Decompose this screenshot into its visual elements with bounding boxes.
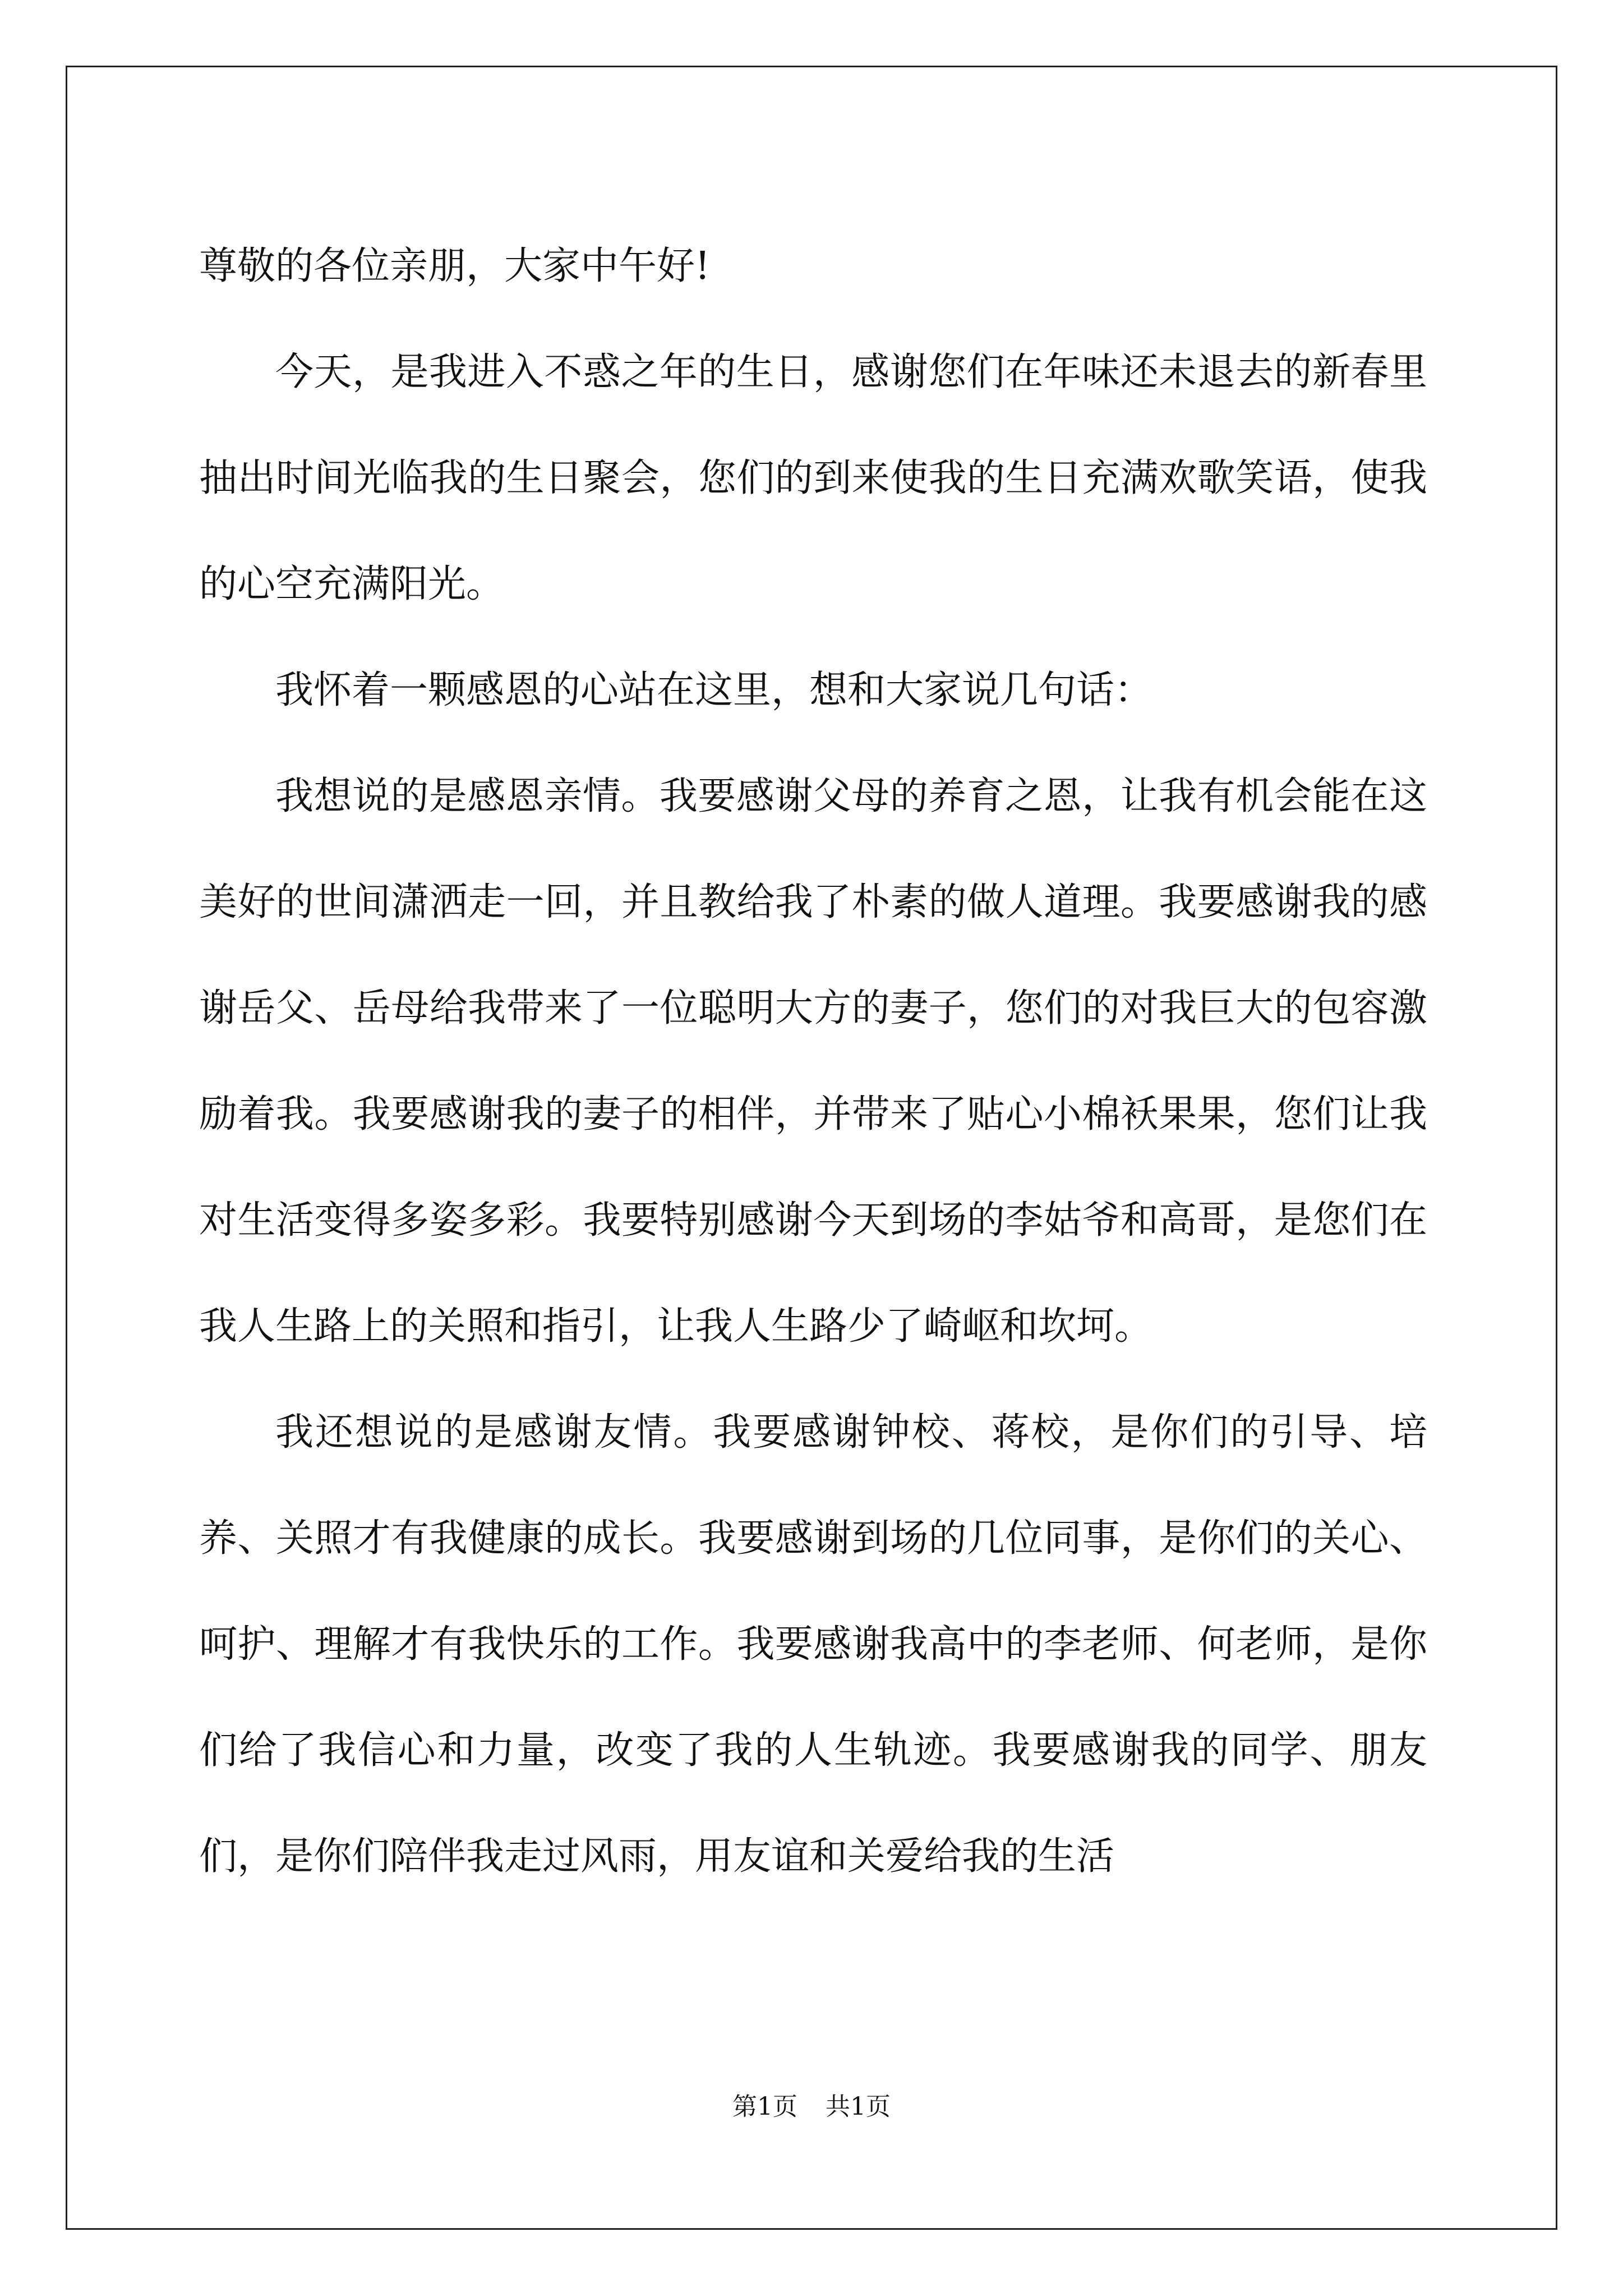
paragraph-gratitude-intro: 我怀着一颗感恩的心站在这里，想和大家说几句话： bbox=[275, 668, 1153, 712]
greeting-paragraph: 尊敬的各位亲朋，大家中午好! bbox=[199, 244, 711, 288]
page-total: 共1页 bbox=[826, 2092, 891, 2121]
paragraph-birthday-thanks: 今天，是我进入不惑之年的生日，感谢您们在年味还未退去的新春里抽出时间光临我的生日聚会，您们的到来使我的生日充满欢歌笑语，使我的心空充满阳光。 bbox=[199, 350, 1427, 606]
document-body bbox=[199, 213, 1427, 1910]
paragraph-family-thanks: 我想说的是感恩亲情。我要感谢父母的养育之恩，让我有机会能在这美好的世间潇洒走一回，并且教给我了朴素的做人道理。我要感谢我的感谢岳父、岳母给我带来了一位聪明大方的妻子，您们的对我巨大的包容激励着我。我要感谢我的妻子的相伴，并带来了贴心小棉袄果果，您们让我对生活变得多姿多彩。我要特别感谢今天到场的李姑爷和高哥，是您们在我人生路上的关照和指引，让我人生路少了崎岖和坎坷。 bbox=[199, 774, 1427, 1349]
page-footer bbox=[0, 2090, 1623, 2124]
page-number: 第1页 bbox=[732, 2092, 797, 2121]
paragraph-friendship-thanks: 我还想说的是感谢友情。我要感谢钟校、蒋校，是你们的引导、培养、关照才有我健康的成长。我要感谢到场的几位同事，是你们的关心、呵护、理解才有我快乐的工作。我要感谢我高中的李老师、何老师，是你们给了我信心和力量，改变了我的人生轨迹。我要感谢我的同学、朋友们，是你们陪伴我走过风雨，用友谊和关爱给我的生活 bbox=[199, 1410, 1427, 1879]
